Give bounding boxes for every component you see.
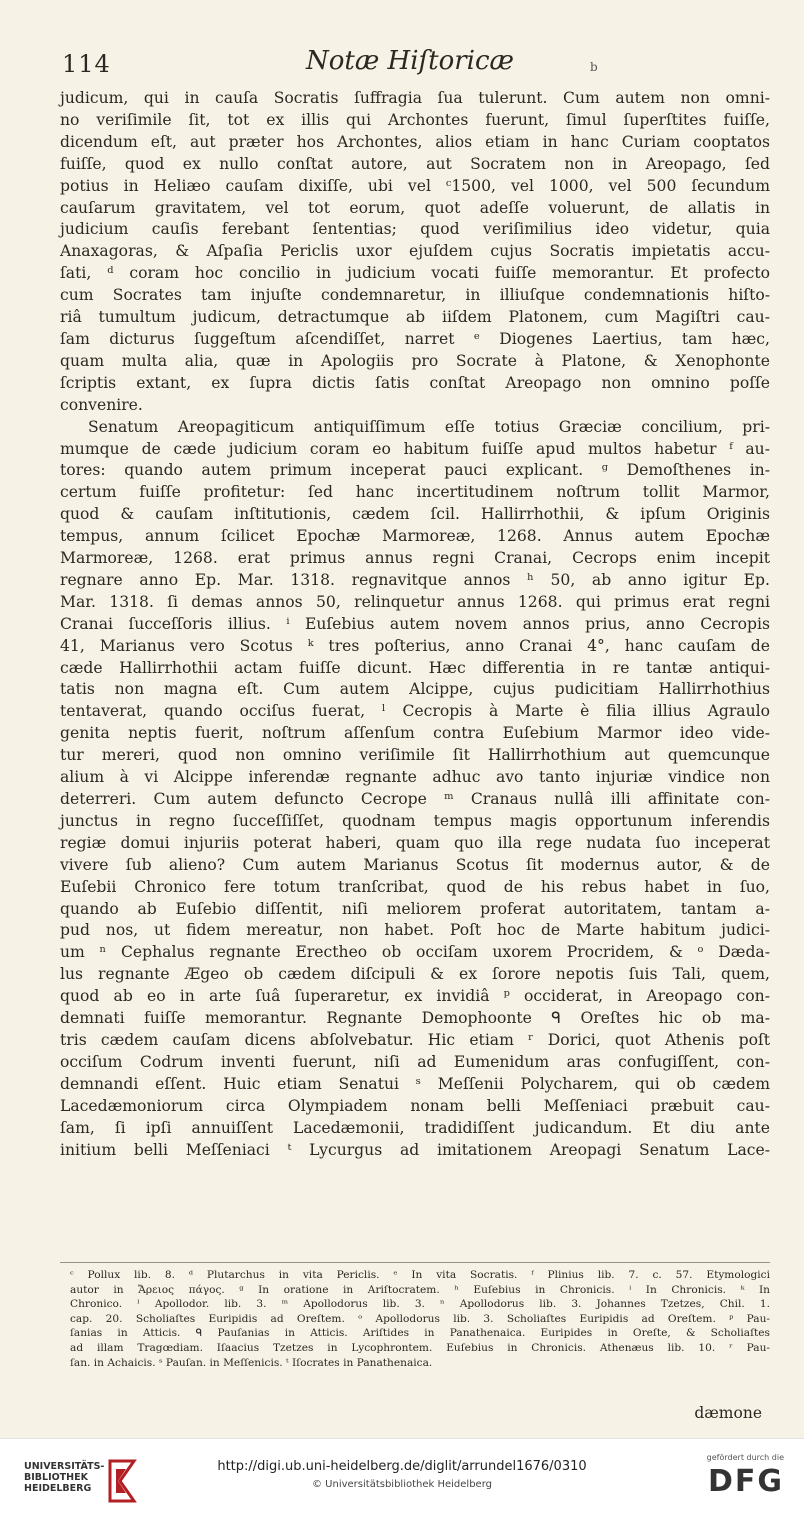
dfg-wordmark: DFG <box>707 1464 784 1499</box>
footnote-line: ſanias in Atticis. ᑫ Pauſanias in Atticis. Ariſtides in Panathenaica. Euripides in Oreſte, & Scholiaſtes <box>70 1327 770 1340</box>
text-line: ſati, ᵈ coram hoc concilio in judicium vocati fuiſſe memorantur. Et profecto <box>60 264 770 283</box>
footnote-rule <box>60 1262 770 1263</box>
text-line: Euſebii Chronico fere totum tranſcribat, quod de his rebus habet in ſuo, <box>60 877 770 896</box>
text-line: demnati fuiſſe memorantur. Regnante Demophoonte ᑫ Oreſtes hic ob ma- <box>60 1009 770 1028</box>
text-line: convenire. <box>60 395 143 414</box>
text-line: regiæ domui injuriis poterat haberi, quam quo illa rege nudata ſuo inceperat <box>60 833 770 852</box>
text-line: tatis non magna eſt. Cum autem Alcippe, cujus pudicitiam Hallirrhothius <box>60 680 770 699</box>
page-header <box>60 46 760 80</box>
text-line: quod & cauſam inſtitutionis, cædem ſcil. Hallirrhothii, & ipſum Originis <box>60 505 770 524</box>
footnote-line: ᶜ Pollux lib. 8. ᵈ Plutarchus in vita Periclis. ᵉ In vita Socratis. ᶠ Plinius lib. 7. c. 57. Etymologici <box>70 1269 770 1281</box>
dfg-logo[interactable] <box>674 1453 784 1509</box>
text-line: no veriſimile ſit, tot ex illis qui Archontes fuerunt, ſimul ſuperſtites fuiſſe, <box>60 110 770 129</box>
text-line: quam multa alia, quæ in Apologiis pro Socrate à Platone, & Xenophonte <box>60 351 770 370</box>
text-line: pud nos, ut fidem mereatur, non habet. Poſt hoc de Marte habitum judici- <box>60 921 770 940</box>
text-line: fuiſſe, quod ex nullo conſtat autore, aut Socratem non in Areopago, ſed <box>60 154 770 173</box>
text-line: demnandi eſſent. Huic etiam Senatui ˢ Meſſenii Polycharem, qui ob cædem <box>60 1074 770 1093</box>
text-line: quando ab Euſebio diſſentit, niſi meliorem proferat autoritatem, tantam a- <box>60 899 770 918</box>
text-line: cauſarum gravitatem, vel tot eorum, quot adeſſe voluerunt, de allatis in <box>60 198 770 217</box>
footnote-line: ad illam Tragœdiam. Iſaacius Tzetzes in Lycophrontem. Euſebius in Chronicis. Athenæus lib. 10. ʳ Pau- <box>70 1341 770 1354</box>
text-line: judicium cauſis ferebant ſententias; quod veriſimilius ideo videtur, quia <box>60 220 770 239</box>
text-line: 41, Marianus vero Scotus ᵏ tres poſterius, anno Cranai 4°, hanc cauſam de <box>60 636 770 655</box>
text-line: Mar. 1318. ſi demas annos 50, relinquetur annus 1268. qui primus erat regni <box>60 592 770 611</box>
text-line: um ⁿ Cephalus regnante Erectheo ob occiſam uxorem Procridem, & ᵒ Dæda- <box>60 943 770 962</box>
copyright-notice: © Universitätsbibliothek Heidelberg <box>311 1479 492 1490</box>
signature-mark: b <box>590 60 598 74</box>
text-line: Cranai ſucceſſoris illius. ⁱ Euſebius autem novem annos prius, anno Cecropis <box>60 614 770 633</box>
text-line: tur mereri, quod non omnino veriſimile ſit Hallirrhothium aut quemcunque <box>60 746 770 765</box>
library-name: UNIVERSITÄTS- BIBLIOTHEK HEIDELBERG <box>24 1461 105 1494</box>
text-line: tris cædem cauſam dicens abſolvebatur. Hic etiam ʳ Dorici, quot Athenis poſt <box>60 1030 770 1049</box>
text-line: alium à vi Alcippe inferendæ regnante adhuc avo tanto injuriæ vindice non <box>60 768 770 787</box>
footnotes <box>70 1268 770 1370</box>
text-line: mumque de cæde judicium coram eo habitum fuiſſe apud multos habetur ᶠ au- <box>60 439 770 458</box>
text-line: quod ab eo in arte ſuâ ſuperaretur, ex invidiâ ᵖ occiderat, in Areopago con- <box>60 987 770 1006</box>
text-line: tores: quando autem primum inceperat pauci explicant. ᵍ Demoſthenes in- <box>60 461 770 480</box>
text-line: tempus, annum ſcilicet Epochæ Marmoreæ, 1268. Annus autem Epochæ <box>60 527 770 546</box>
footnote-line: autor in Ἄρειος πάγος. ᵍ In oratione in Ariſtocratem. ʰ Euſebius in Chronicis. ⁱ In Chronicis. ᵏ In <box>70 1283 770 1296</box>
footnote-line: Chronico. ˡ Apollodor. lib. 3. ᵐ Apollodorus lib. 3. ⁿ Apollodorus lib. 3. Johannes Tzetzes, Chil. 1. <box>70 1298 770 1311</box>
text-line: Senatum Areopagiticum antiquiſſimum eſſe totius Græciæ concilium, pri- <box>88 417 770 436</box>
text-line: tentaverat, quando occiſus fuerat, ˡ Cecropis à Marte è filia illius Agraulo <box>60 702 770 721</box>
text-line: vivere ſub alieno? Cum autem Marianus Scotus ſit modernus autor, & de <box>60 855 770 874</box>
viewer-footer <box>0 1438 804 1518</box>
text-line: ſam dicturus ſuggeſtum aſcendiſſet, narret ᵉ Diogenes Laertius, tam hæc, <box>60 329 770 348</box>
text-line: Anaxagoras, & Aſpaſia Periclis uxor ejuſdem cujus Socratis impietatis accu- <box>60 242 770 261</box>
text-line: riâ tumultum judicum, detractumque ab iiſdem Platonem, cum Magiſtri cau- <box>60 308 770 327</box>
text-line: ſcriptis extant, ex ſupra dictis ſatis conſtat Areopago non omnino poſſe <box>60 373 770 392</box>
text-line: lus regnante Ægeo ob cædem diſcipuli & ex ſorore nepotis ſuis Tali, quem, <box>60 965 770 984</box>
text-line: ſam, ſi ipſi annuiſſent Lacedæmonii, tradidiſſent judicandum. Et diu ante <box>60 1118 770 1137</box>
text-line: genita neptis fuerit, noſtrum aſſenſum contra Euſebium Marmor ideo vide- <box>60 724 770 743</box>
text-line: Marmoreæ, 1268. erat primus annus regni Cranai, Cecrops enim incepit <box>60 549 770 568</box>
page-number: 114 <box>62 50 111 78</box>
running-title: Notæ Hiſtoricæ <box>305 46 514 76</box>
main-text <box>60 88 770 1161</box>
text-line: Lacedæmoniorum circa Olympiadem nonam belli Meſſeniaci præbuit cau- <box>60 1096 770 1115</box>
permalink-url[interactable]: http://digi.ub.uni-heidelberg.de/diglit/arrundel1676/0310 <box>217 1459 587 1474</box>
text-line: judicum, qui in cauſa Socratis ſuffragia ſua tulerunt. Cum autem non omni- <box>60 89 770 107</box>
footnote-line: ſan. in Achaicis. ˢ Pauſan. in Meſſenicis. ᵗ Iſocrates in Panathenaica. <box>70 1356 433 1369</box>
text-line: initium belli Meſſeniaci ᵗ Lycurgus ad imitationem Areopagi Senatum Lace- <box>60 1140 770 1159</box>
text-line: junctus in regno ſucceſſiſſet, quodnam tempus magis opportunum inferendis <box>60 811 770 830</box>
text-line: deterreri. Cum autem defuncto Cecrope ᵐ Cranaus nullâ illi affinitate con- <box>60 790 770 808</box>
text-line: dicendum eſt, aut præter hos Archontes, alios etiam in hanc Curiam cooptatos <box>60 132 770 151</box>
text-line: cum Socrates tam injuſte condemnaretur, in illiuſque condemnationis hiſto- <box>60 286 770 305</box>
text-line: occiſum Codrum inventi fuerunt, niſi ad Eumenidum aras confugiſſent, con- <box>60 1052 770 1071</box>
footnote-line: cap. 20. Scholiaſtes Euripidis ad Oreſtem. ᵒ Apollodorus lib. 3. Scholiaſtes Euripidis ad Oreſtem. ᵖ Pau- <box>70 1312 770 1325</box>
sponsor-caption: gefördert durch die <box>706 1453 784 1462</box>
text-line: cæde Hallirrhothii actam fuiſſe dicunt. Hæc differentia in re tantæ antiqui- <box>60 658 770 677</box>
catchword: dæmone <box>694 1404 762 1422</box>
text-line: certum fuiſſe profitetur: ſed hanc incertitudinem noſtrum tollit Marmor, <box>60 483 770 502</box>
text-line: regnare anno Ep. Mar. 1318. regnavitque annos ʰ 50, ab anno igitur Ep. <box>60 570 770 589</box>
text-line: potius in Heliæo cauſam dixiſſe, ubi vel ᶜ1500, vel 1000, vel 500 ſecundum <box>60 176 770 195</box>
